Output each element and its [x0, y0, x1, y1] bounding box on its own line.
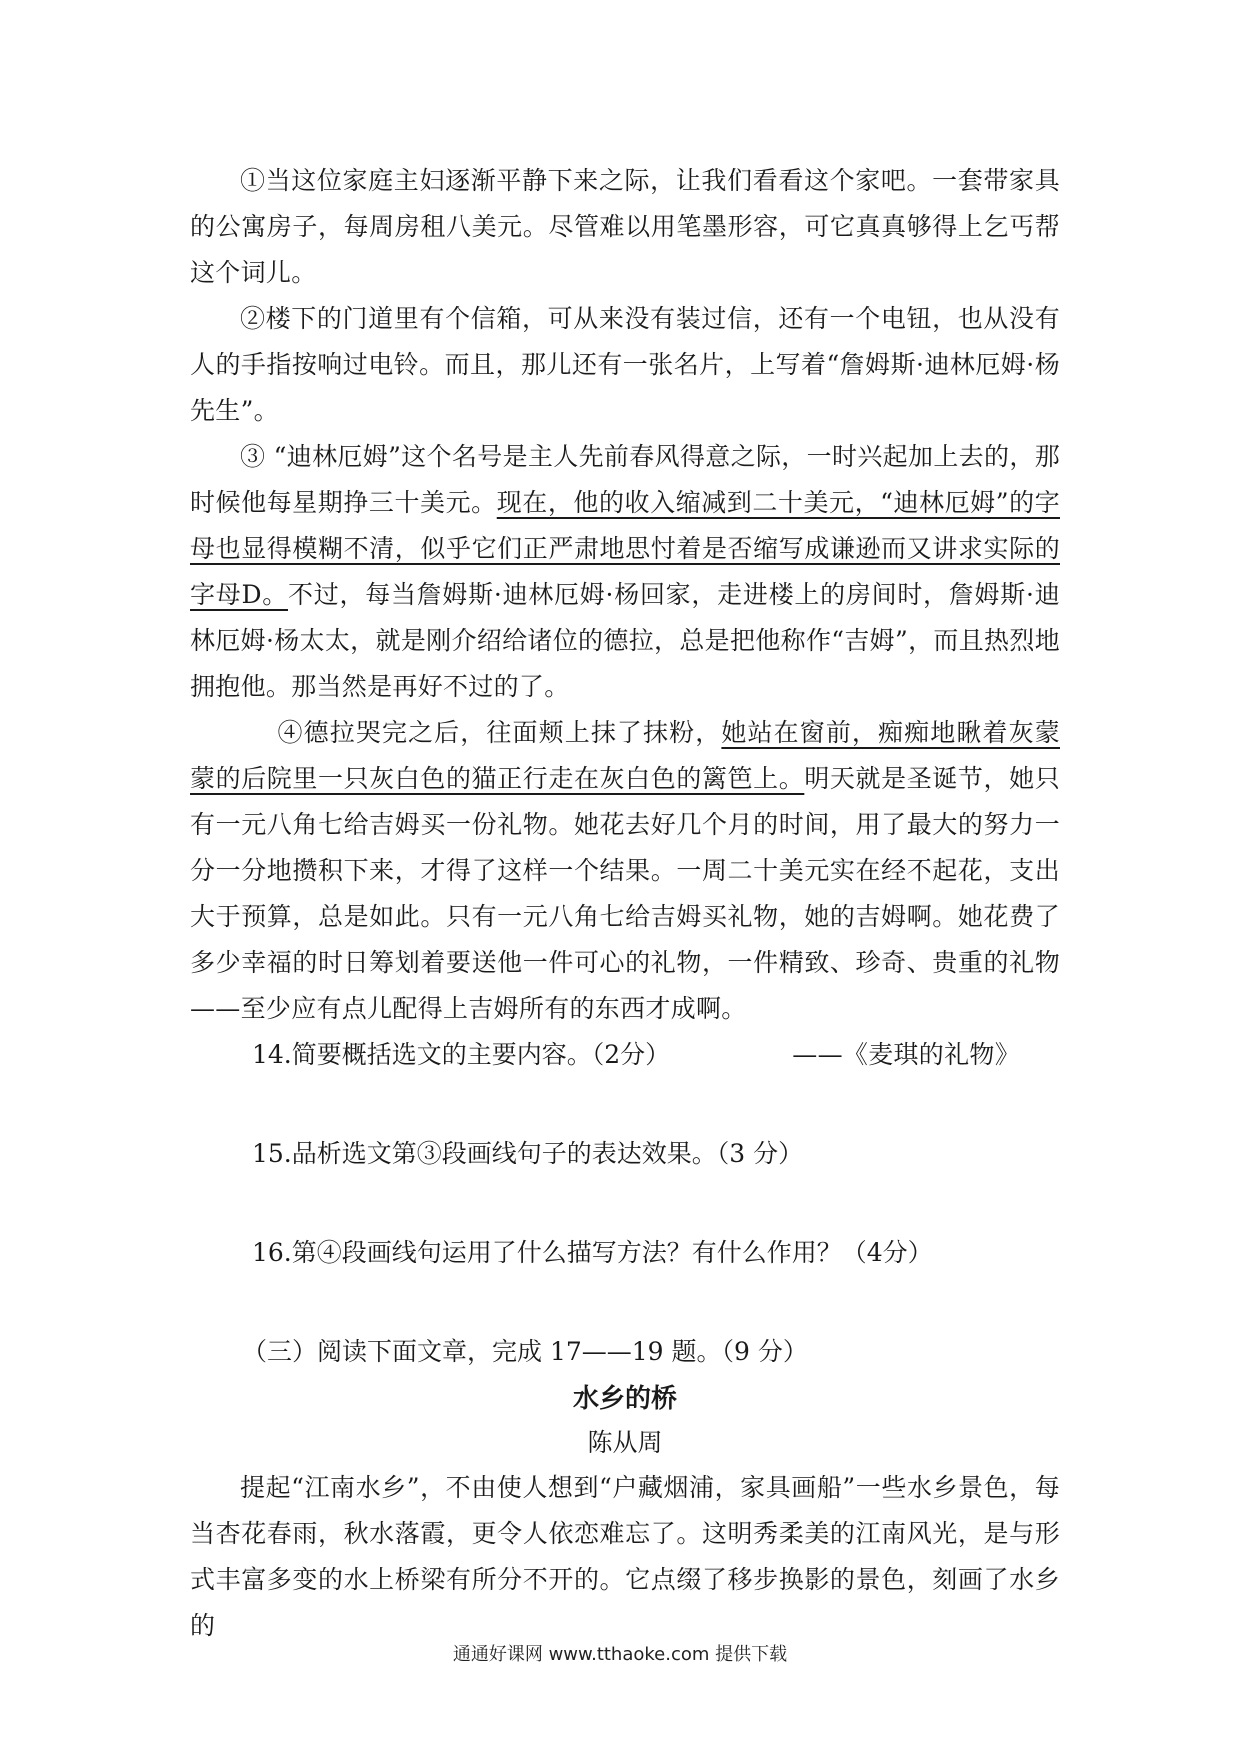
question-15: 15.品析选文第③段画线句子的表达效果。（3 分）: [252, 1139, 804, 1168]
article-paragraph-1: 提起“江南水乡”，不由使人想到“户藏烟浦，家具画船”一些水乡景色，每当杏花春雨，秋水落霞，更令人依恋难忘了。这明秀柔美的江南风光，是与形式丰富多变的水上桥梁有所分不开的。它点缀了移步换影的景色，刻画了水乡的: [190, 1473, 1060, 1640]
question-16: 16.第④段画线句运用了什么描写方法？有什么作用？（4分）: [252, 1238, 933, 1267]
paragraph-4-text-before: ④德拉哭完之后，往面颊上抹了抹粉，: [277, 718, 722, 747]
page-footer: 通通好课网 www.tthaoke.com 提供下载: [452, 1644, 788, 1665]
article-author: 陈从周: [587, 1428, 663, 1457]
page-content: [190, 158, 1060, 1649]
passage-paragraph-3: [190, 434, 1060, 710]
paragraph-3-text-before: ③ “迪林厄姆”这个名号是主人先前春风得意之际，一时兴起加上去的，那时候他每星期挣三十美元。: [190, 442, 1060, 517]
paragraph-4-underlined-sentence: 她站在窗前，痴痴地瞅着灰蒙蒙的后院里一只灰白色的猫正行走在灰白色的篱笆上。: [190, 718, 1060, 793]
paragraph-4-text-after: 明天就是圣诞节，她只有一元八角七给吉姆买一份礼物。她花去好几个月的时间，用了最大的努力一分一分地攒积下来，才得了这样一个结果。一周二十美元实在经不起花，支出大于预算，总是如此。只有一元八角七给吉姆买礼物，她的吉姆啊。她花费了多少幸福的时日筹划着要送他一件可心的礼物，一件精致、珍奇、贵重的礼物——至少应有点儿配得上吉姆所有的东西才成啊。: [190, 764, 1060, 1023]
article-title: 水乡的桥: [572, 1384, 677, 1414]
paragraph-3-text-after: 不过，每当詹姆斯·迪林厄姆·杨回家，走进楼上的房间时，詹姆斯·迪林厄姆·杨太太，就是刚介绍给诸位的德拉，总是把他称作“吉姆”，而且热烈地拥抱他。那当然是再好不过的了。: [190, 580, 1060, 701]
section-3-heading: （三）阅读下面文章，完成 17——19 题。（9 分）: [242, 1337, 808, 1366]
paragraph-3-underlined-sentence: 现在，他的收入缩减到二十美元，“迪林厄姆”的字母也显得模糊不清，似乎它们正严肃地思忖着是否缩写成谦逊而又讲求实际的字母D。: [190, 488, 1060, 609]
question-14: 14.简要概括选文的主要内容。（2分）: [252, 1040, 671, 1069]
passage-source: ——《麦琪的礼物》: [792, 1040, 1020, 1069]
passage-paragraph-2: ②楼下的门道里有个信箱，可从来没有装过信，还有一个电钮，也从没有人的手指按响过电铃。而且，那儿还有一张名片，上写着“詹姆斯·迪林厄姆·杨先生”。: [190, 304, 1060, 425]
passage-paragraph-1: ①当这位家庭主妇逐渐平静下来之际，让我们看看这个家吧。一套带家具的公寓房子，每周房租八美元。尽管难以用笔墨形容，可它真真够得上乞丐帮这个词儿。: [190, 166, 1060, 287]
